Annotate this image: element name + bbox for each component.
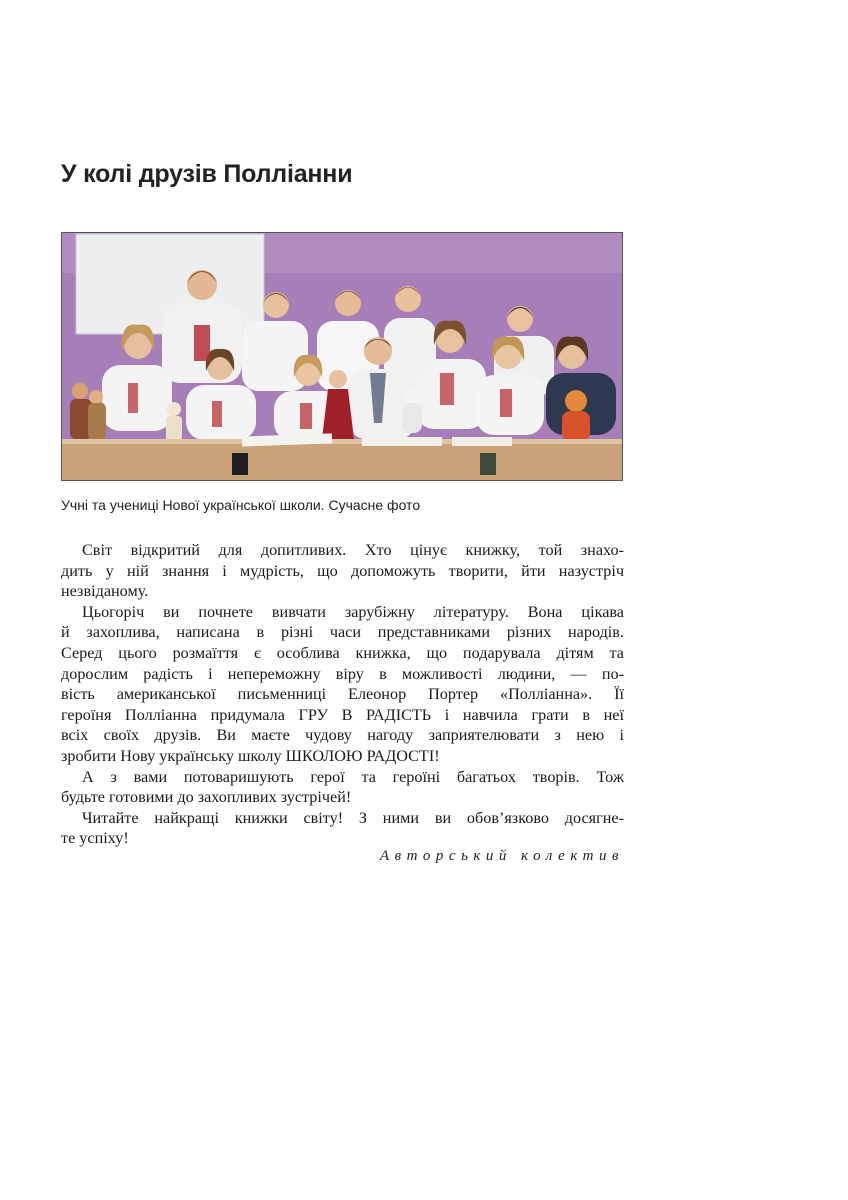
- text-line: незвіданому.: [61, 582, 149, 601]
- page-title: У колі друзів Полліанни: [61, 160, 353, 188]
- text-line: героїня Полліанна придумала ГРУ В РАДІСТЬ і навчила грати в неї: [61, 705, 624, 724]
- paragraph: [61, 767, 624, 808]
- signature: Авторський колектив: [379, 848, 624, 864]
- text-line: зробити Нову українську школу ШКОЛОЮ РАДОСТІ!: [61, 746, 440, 765]
- text-line: Цьогоріч ви почнете вивчати зарубіжну літературу. Вона цікава: [82, 602, 624, 621]
- paragraph: [61, 808, 624, 849]
- paragraph: [61, 540, 624, 602]
- text-line: вість американської письменниці Елеонор Портер «Полліанна». Її: [61, 685, 624, 704]
- text-line: всіх своїх друзів. Ви маєте чудову нагоду заприятелювати з нею і: [61, 726, 624, 745]
- paragraph: [61, 602, 624, 767]
- text-line: дорослим радість і непереможну віру в можливості людини, — по-: [61, 664, 624, 683]
- text-line: Світ відкритий для допитливих. Хто цінує книжку, той знахо-: [82, 541, 624, 559]
- text-line: Читайте найкращі книжки світу! З ними ви обов’язково досягне-: [82, 808, 624, 827]
- text-line: й захоплива, написана в різні часи представниками різних народів.: [61, 623, 624, 642]
- class-photo: [61, 232, 623, 481]
- class-photo-illustration: [62, 233, 622, 480]
- text-line: те успіху!: [61, 829, 129, 848]
- text-line: дить у ній знання і мудрість, що допоможуть творити, йти назустріч: [61, 561, 624, 580]
- text-line: Серед цього розмаїття є особлива книжка, що подарувала дітям та: [61, 643, 624, 662]
- body-text: [61, 540, 624, 849]
- photo-caption: Учні та учениці Нової української школи. Сучасне фото: [61, 497, 421, 513]
- text-line: будьте готовими до захопливих зустрічей!: [61, 788, 352, 807]
- text-line: А з вами потоваришують герої та героїні багатьох творів. Тож: [82, 767, 624, 786]
